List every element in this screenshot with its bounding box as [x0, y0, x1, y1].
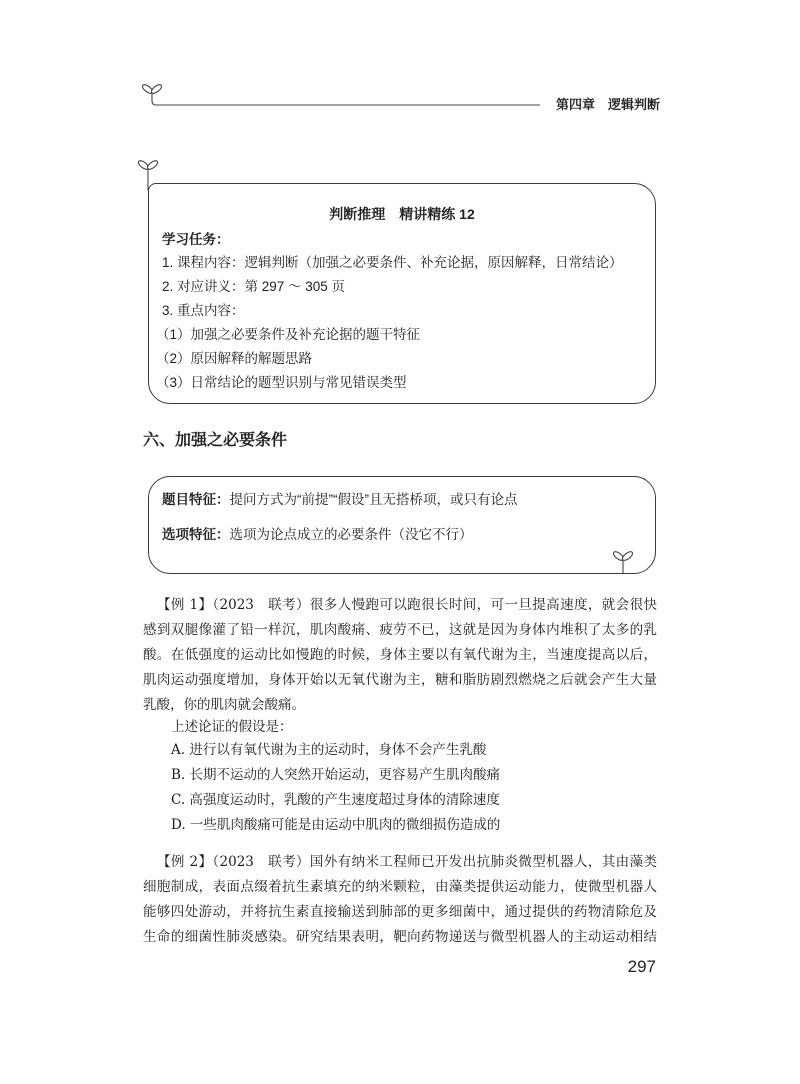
example1-line: 乳酸，你的肌肉就会酸痛。 [143, 697, 305, 713]
feature-row-text: 提问方式为“前提”“假设”且无搭桥项，或只有论点 [229, 492, 518, 507]
feature-row-label: 题目特征： [162, 492, 230, 507]
example1-line: 肌肉运动强度增加，身体开始以无氧代谢为主，糖和脂肪剧烈燃烧之后就会产生大量 [143, 672, 657, 688]
section-heading: 六、加强之必要条件 [143, 432, 288, 449]
header-rule [138, 78, 548, 110]
study-box-title: 判断推理 精讲精练 12 [329, 206, 475, 222]
example2-line: 能够四处游动，并将抗生素直接输送到肺部的更多细菌中，通过提供的药物清除危及 [143, 904, 657, 920]
example1-line: 酸。在低强度的运动比如慢跑的时候，身体主要以有氧代谢为主，当速度提高以后， [143, 647, 657, 663]
study-subitem: （2）原因解释的解题思路 [156, 351, 313, 366]
feature-row [162, 525, 473, 545]
study-item: 1. 课程内容：逻辑判断（加强之必要条件、补充论据，原因解释，日常结论） [162, 255, 623, 270]
study-subitem: （1）加强之必要条件及补充论据的题干特征 [156, 327, 421, 342]
example2-line: 生命的细菌性肺炎感染。研究结果表明，靶向药物递送与微型机器人的主动运动相结 [143, 929, 657, 945]
page-number: 297 [627, 957, 656, 976]
feature-row-text: 选项为论点成立的必要条件（没它不行） [229, 527, 473, 542]
option-c: C. 高强度运动时，乳酸的产生速度超过身体的清除速度 [171, 792, 500, 808]
sprout-icon [609, 545, 637, 575]
study-task-label: 学习任务： [162, 232, 230, 247]
example1-question: 上述论证的假设是： [171, 719, 293, 735]
study-item: 3. 重点内容： [162, 303, 245, 318]
option-b: B. 长期不运动的人突然开始运动，更容易产生肌肉酸痛 [171, 767, 501, 783]
study-subitem: （3）日常结论的题型识别与常见错误类型 [156, 375, 407, 390]
example1-line: 感到双腿像灌了铅一样沉，肌肉酸痛、疲劳不已，这就是因为身体内堆积了太多的乳 [143, 622, 657, 638]
example2-line: 细胞制成，表面点缀着抗生素填充的纳米颗粒，由藻类提供运动能力，使微型机器人 [143, 879, 657, 895]
feature-row-label: 选项特征： [162, 527, 230, 542]
study-item: 2. 对应讲义：第 297 ～ 305 页 [162, 279, 346, 294]
chapter-title: 第四章 逻辑判断 [555, 97, 660, 112]
example2-line: 【例 2】（2023 联考）国外有纳米工程师已开发出抗肺炎微型机器人，其由藻类 [157, 854, 657, 870]
feature-row [162, 490, 517, 510]
option-a: A. 进行以有氧代谢为主的运动时，身体不会产生乳酸 [171, 742, 487, 758]
example1-line: 【例 1】（2023 联考）很多人慢跑可以跑很长时间，可一旦提高速度，就会很快 [157, 597, 657, 613]
option-d: D. 一些肌肉酸痛可能是由运动中肌肉的微细损伤造成的 [171, 817, 501, 833]
